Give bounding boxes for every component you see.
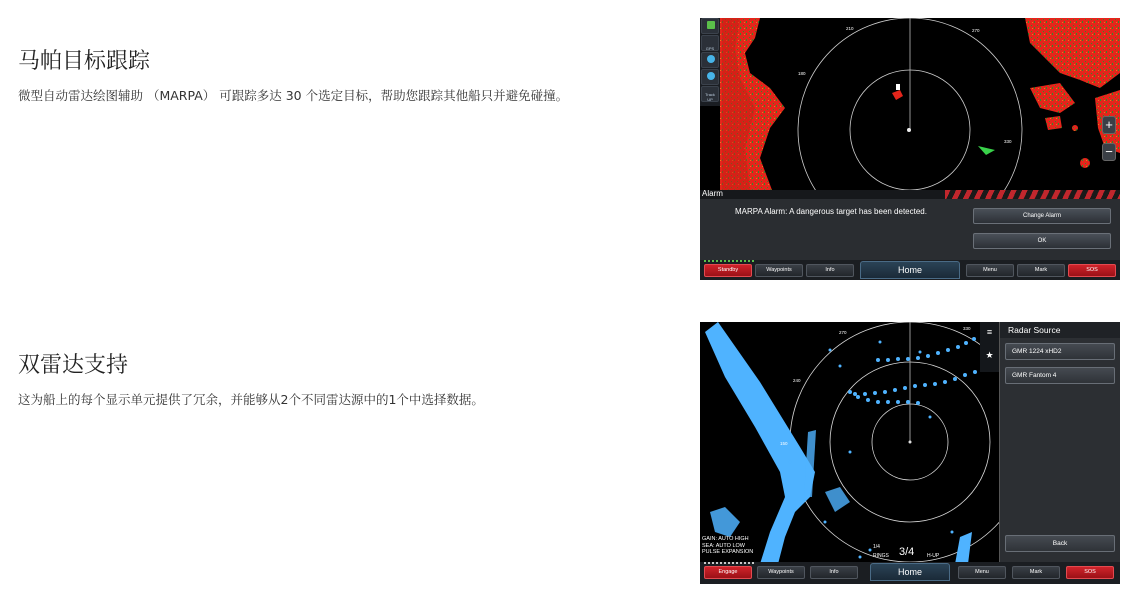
bearing-label: 270 [839,330,847,335]
feature-title: 马帕目标跟踪 [18,49,151,74]
alarm-header [700,190,1120,199]
waypoints-button[interactable]: Waypoints [757,566,805,579]
target-icon[interactable] [701,69,719,85]
sos-button[interactable]: SOS [1066,566,1114,579]
pulse-line: PULSE EXPANSION [702,549,754,555]
gain-line: GAIN: AUTO HIGH [702,536,749,542]
waypoints-button[interactable]: Waypoints [755,264,803,277]
info-button[interactable]: Info [810,566,858,579]
source-option-xhd2[interactable]: GMR 1224 xHD2 [1005,343,1115,360]
bearing-label: 180 [798,71,806,76]
tool-column [700,18,720,106]
feature-title: 双雷达支持 [18,353,129,378]
radar-screenshot-dual [700,322,1120,584]
alarm-title: Alarm [702,189,723,198]
feature-description: 微型自动雷达绘图辅助 （MARPA） 可跟踪多达 30 个选定目标，帮助您跟踪其他船只并避免碰撞。 [18,88,569,103]
menu-icon[interactable]: ≡ [986,327,993,337]
ok-button[interactable]: OK [973,233,1111,249]
panel-title: Radar Source [1000,322,1120,338]
sos-button[interactable]: SOS [1068,264,1116,277]
radar-screenshot-marpa [700,18,1120,280]
mark-button[interactable]: Mark [1017,264,1065,277]
globe-icon[interactable] [701,52,719,68]
alarm-message: MARPA Alarm: A dangerous target has been detected. [735,207,927,216]
gain-info [702,536,753,556]
track-up-icon[interactable]: Track UP [701,86,719,102]
back-button[interactable]: Back [1005,535,1115,552]
home-button[interactable]: Home [860,261,960,279]
feature-marpa [18,48,678,104]
feature-description: 这为船上的每个显示单元提供了冗余，并能够从2个不同雷达源中的1个中选择数据。 [18,392,484,407]
bearing-label: 150 [780,441,788,446]
orientation-label: H-UP [927,553,940,559]
range-ring-spacing: 1/4 [873,544,880,550]
source-option-fantom[interactable]: GMR Fantom 4 [1005,367,1115,384]
standby-indicator [704,260,754,262]
mark-button[interactable]: Mark [1012,566,1060,579]
radar-display [700,18,1120,190]
menu-button[interactable]: Menu [966,264,1014,277]
bearing-label: 270 [972,28,980,33]
range-value[interactable]: 3/4 [899,546,915,558]
display-icon[interactable] [701,18,719,34]
radar-source-panel [999,322,1120,564]
bearing-label: 330 [1004,139,1012,144]
change-alarm-button[interactable]: Change Alarm [973,208,1111,224]
radar-display [700,322,999,564]
engage-button[interactable]: Engage [704,566,752,579]
bearing-label: 330 [963,326,971,331]
sea-line: SEA: AUTO LOW [702,542,745,549]
engage-indicator [704,562,754,564]
zoom-in-button[interactable]: + [1102,116,1116,134]
zoom-out-button[interactable]: − [1102,143,1116,161]
bottom-bar [700,562,1120,584]
info-button[interactable]: Info [806,264,854,277]
favorites-icon[interactable]: ★ [985,350,994,360]
side-icon-column [980,322,999,372]
alarm-dialog [700,190,1120,260]
bearing-label: 240 [793,378,801,383]
standby-button[interactable]: Standby [704,264,752,277]
home-button[interactable]: Home [870,563,950,581]
menu-button[interactable]: Menu [958,566,1006,579]
alarm-stripes [945,190,1120,199]
gps-icon[interactable]: GPS [701,35,719,51]
bearing-label: 210 [846,26,854,31]
rings-label: RINGS [873,553,889,559]
bottom-bar [700,260,1120,280]
feature-dual-radar [18,352,678,408]
